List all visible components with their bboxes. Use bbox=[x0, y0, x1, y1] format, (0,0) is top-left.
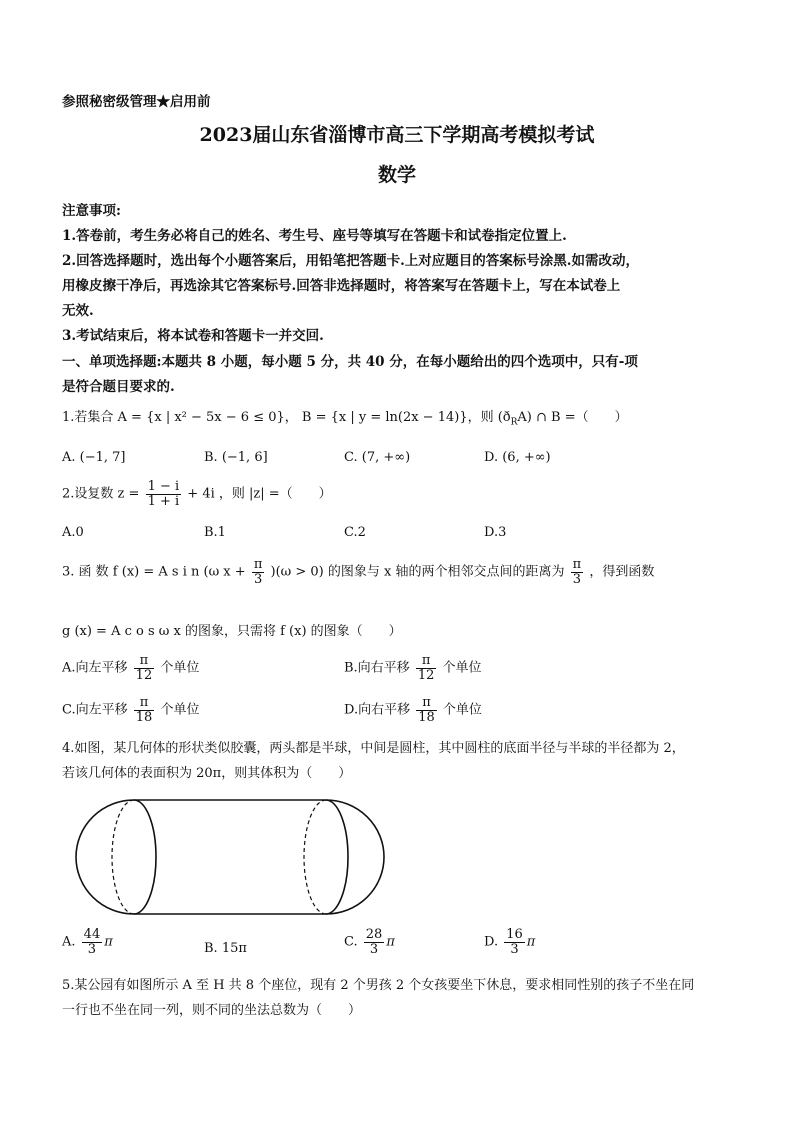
question-3-option-a-pi: π bbox=[134, 654, 155, 669]
question-4-option-d bbox=[484, 928, 535, 956]
right-circle-front bbox=[326, 800, 348, 914]
question-2-fraction bbox=[146, 480, 182, 508]
question-4-option-a-pi: π bbox=[104, 934, 113, 950]
question-3-option-b-frac bbox=[416, 654, 437, 682]
capsule-figure bbox=[68, 792, 390, 922]
question-2-pre: 2.设复数 z = bbox=[62, 486, 140, 502]
question-3-option-a-frac bbox=[134, 654, 155, 682]
question-3-option-c-post: 个单位 bbox=[160, 702, 200, 718]
question-3-option-d-frac bbox=[416, 696, 437, 724]
question-3-option-c-pi: π bbox=[134, 696, 155, 711]
question-3-post: ，得到函数 bbox=[589, 564, 655, 580]
question-4-option-c-num: 28 bbox=[365, 927, 383, 942]
question-4-option-a bbox=[62, 928, 113, 956]
question-4-option-a-num: 44 bbox=[83, 927, 101, 942]
right-circle-back bbox=[304, 800, 326, 914]
question-3-three: 3 bbox=[253, 571, 263, 587]
question-3-pi-b: π bbox=[572, 557, 582, 572]
question-4-option-c-label: C. bbox=[344, 934, 358, 950]
capsule-outline bbox=[76, 800, 384, 914]
notes-item-3: 3.考试结束后，将本试卷和答题卡一并交回. bbox=[62, 328, 324, 344]
section-heading-line1: 一、单项选择题:本题共 8 小题，每小题 5 分，共 40 分，在每小题给出的四个选项中，只有-项 bbox=[62, 354, 638, 370]
question-3-option-a-den: 12 bbox=[135, 667, 153, 683]
question-3-option-b-post: 个单位 bbox=[442, 660, 482, 676]
question-4-line2: 若该几何体的表面积为 20π，则其体积为（ ） bbox=[62, 766, 352, 781]
question-1-option-b: B. (−1, 6] bbox=[204, 450, 268, 465]
question-3-option-c-den: 18 bbox=[135, 709, 153, 725]
question-3-mid: )(ω > 0) 的图象与 x 轴的两个相邻交点间的距离为 bbox=[270, 564, 565, 580]
question-4-option-d-num: 16 bbox=[506, 927, 523, 942]
question-3-pi-over-3-a bbox=[252, 558, 265, 586]
question-3-option-d-pi: π bbox=[416, 696, 437, 711]
question-1-text: 1.若集合 A = {x | x² − 5x − 6 ≤ 0}， B = {x | y = ln(2x − 14)}，则 (ð bbox=[62, 410, 511, 425]
question-3-line2: g (x) = A c o s ω x 的图象，只需将 f (x) 的图象（ ） bbox=[62, 624, 402, 639]
question-2-option-c: C.2 bbox=[344, 525, 366, 540]
question-4-option-a-frac bbox=[82, 928, 103, 956]
exam-title: 2023届山东省淄博市高三下学期高考模拟考试 bbox=[199, 124, 595, 146]
question-3-option-b-den: 12 bbox=[417, 667, 435, 683]
question-2-denominator: 1 + i bbox=[147, 493, 180, 509]
question-4-option-c bbox=[344, 928, 395, 956]
notes-item-2-line3: 无效. bbox=[62, 303, 94, 319]
question-2 bbox=[62, 480, 332, 508]
question-1-option-c: C. (7, +∞) bbox=[344, 450, 411, 465]
question-4-option-c-frac bbox=[364, 928, 385, 956]
question-4-line1: 4.如图，某几何体的形状类似胶囊，两头都是半球，中间是圆柱，其中圆柱的底面半径与半球的半径都为 2， bbox=[62, 741, 685, 756]
question-3-option-d-post: 个单位 bbox=[442, 702, 482, 718]
question-2-option-b: B.1 bbox=[204, 525, 226, 540]
question-1-option-d: D. (6, +∞) bbox=[484, 450, 551, 465]
notes-item-2-line1: 2.回答选择题时，选出每个小题答案后，用铅笔把答题卡.上对应题目的答案标号涂黑.如需改动， bbox=[62, 253, 639, 269]
question-4-option-d-label: D. bbox=[484, 934, 499, 950]
question-4-option-c-den: 3 bbox=[369, 941, 379, 957]
question-3-option-d-den: 18 bbox=[418, 709, 435, 725]
question-3-option-d-pre: D.向右平移 bbox=[344, 702, 411, 718]
question-1-text-tail: A) ∩ B =（ ） bbox=[517, 410, 628, 425]
question-3-option-b-pi: π bbox=[416, 654, 437, 669]
question-1-subscript: R bbox=[510, 417, 518, 428]
question-3-option-b-pre: B.向右平移 bbox=[344, 660, 410, 676]
question-2-option-d: D.3 bbox=[484, 525, 507, 540]
question-3-pre: 3. 函 数 f (x) = A s i n (ω x + bbox=[62, 564, 246, 580]
question-3-pi: π bbox=[253, 557, 263, 572]
question-4-option-b: B. 15π bbox=[204, 941, 247, 956]
question-3-three-b: 3 bbox=[572, 571, 582, 587]
question-2-option-a: A.0 bbox=[62, 525, 84, 540]
question-4-option-a-label: A. bbox=[62, 934, 76, 950]
question-3-option-a-post: 个单位 bbox=[160, 660, 200, 676]
question-3-option-a bbox=[62, 654, 199, 682]
question-5-line2: 一行也不坐在同一列，则不同的坐法总数为（ ） bbox=[62, 1003, 362, 1018]
question-4-option-d-den: 3 bbox=[510, 941, 519, 957]
question-2-numerator: 1 − i bbox=[147, 479, 180, 494]
question-1-option-a: A. (−1, 7] bbox=[62, 450, 126, 465]
notes-item-1: 1.答卷前，考生务必将自己的姓名、考生号、座号等填写在答题卡和试卷指定位置上. bbox=[62, 228, 567, 244]
question-3-pi-over-3-b bbox=[571, 558, 584, 586]
question-1 bbox=[62, 406, 628, 428]
question-3-option-a-pre: A.向左平移 bbox=[62, 660, 128, 676]
notes-item-2-line2: 用橡皮擦干净后，再选涂其它答案标号.回答非选择题时，将答案写在答题卡上，写在本试卷上 bbox=[62, 278, 621, 294]
subject-title: 数学 bbox=[377, 164, 416, 186]
question-4-option-d-frac bbox=[504, 928, 525, 956]
question-4-option-d-pi: π bbox=[526, 934, 536, 950]
question-3-option-c-pre: C.向左平移 bbox=[62, 702, 128, 718]
question-3-option-d bbox=[344, 696, 482, 724]
question-3-option-b bbox=[344, 654, 482, 682]
section-heading-line2: 是符合题目要求的. bbox=[62, 379, 175, 395]
question-4-option-c-pi: π bbox=[386, 934, 395, 950]
question-4-option-a-den: 3 bbox=[87, 941, 97, 957]
confidential-label: 参照秘密级管理★启用前 bbox=[62, 94, 211, 110]
left-circle-front bbox=[134, 800, 156, 914]
left-circle-back bbox=[112, 800, 134, 914]
question-3-option-c-frac bbox=[134, 696, 155, 724]
question-5-line1: 5.某公园有如图所示 A 至 H 共 8 个座位，现有 2 个男孩 2 个女孩要坐下休息，要求相同性别的孩子不坐在同 bbox=[62, 978, 695, 993]
question-2-post: + 4i ，则 |z| =（ ） bbox=[187, 486, 332, 502]
question-3-line1 bbox=[62, 558, 654, 586]
notes-heading: 注意事项: bbox=[62, 203, 121, 219]
question-3-option-c bbox=[62, 696, 199, 724]
